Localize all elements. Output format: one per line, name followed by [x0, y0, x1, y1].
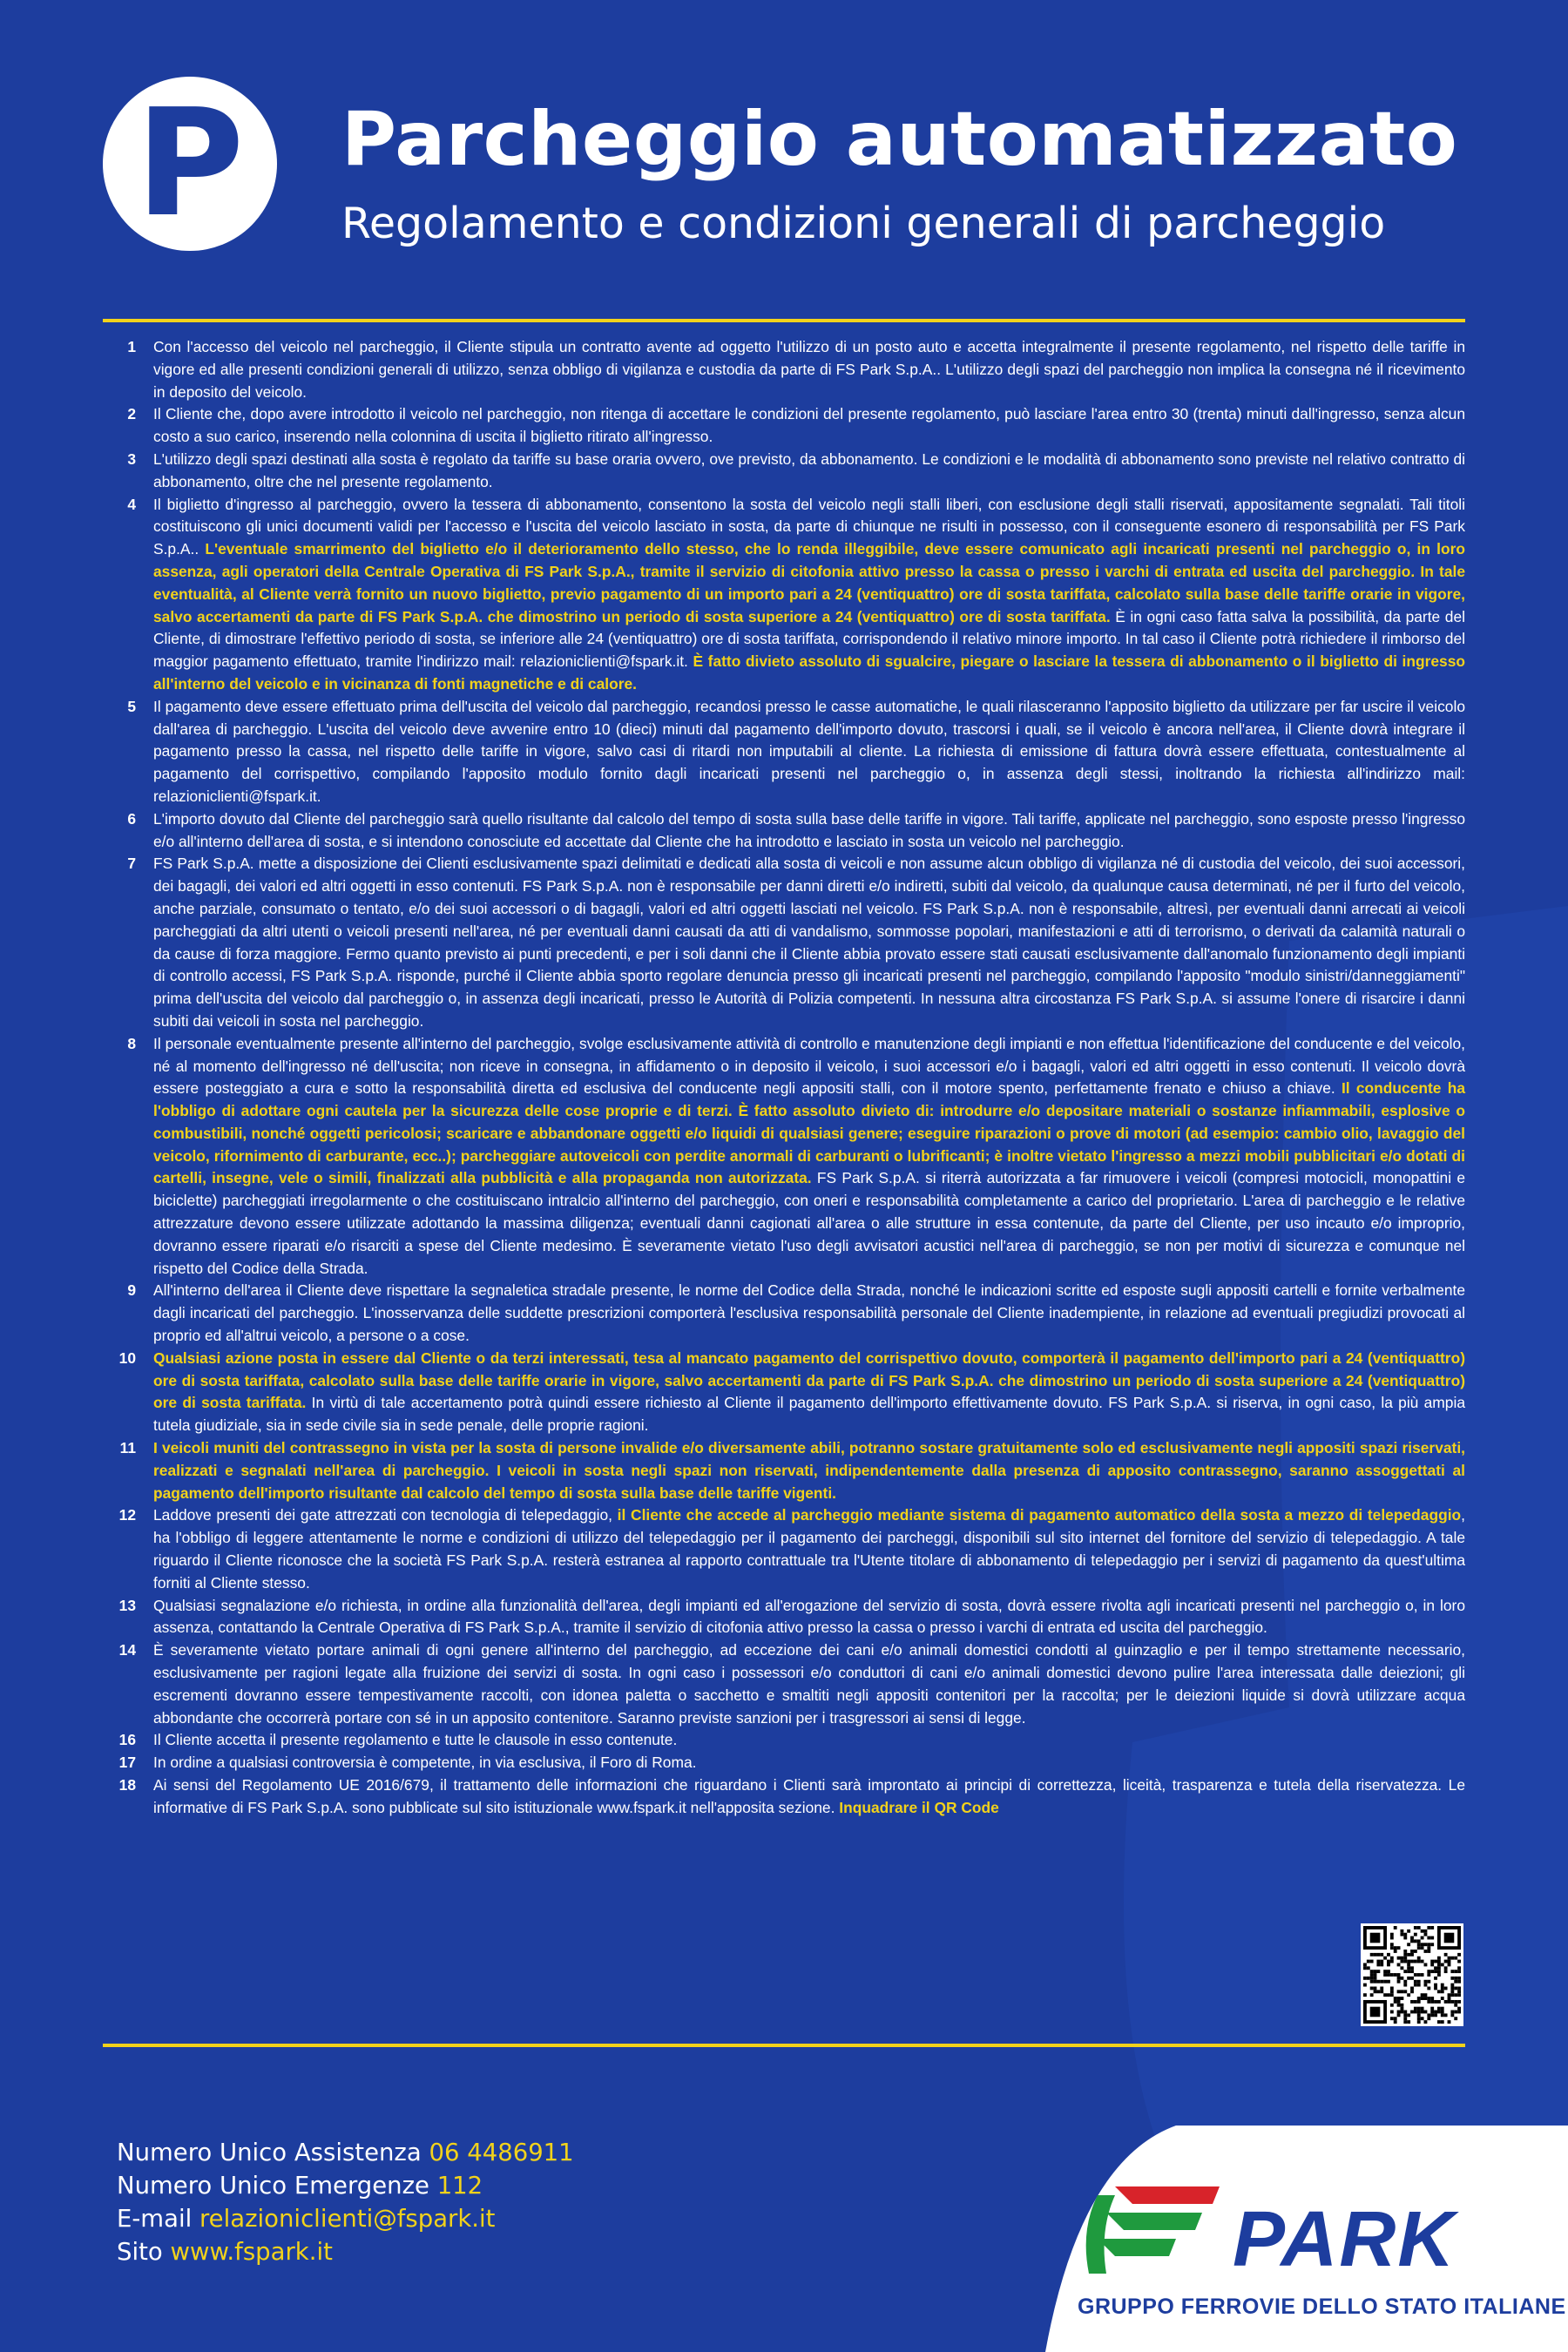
rule-segment: Il biglietto d'ingresso al parcheggio, ovvero la tessera di abbonamento, consentono la sosta del veicolo negli stalli liberi, con esclusione degli stalli riservati, appositamente segnalati. Tali titoli costituiscono gli unici documenti validi per l'accesso e l'uscita del veicolo lasciato in sosta, da parte di chiunque ne risulti in possesso, con il conseguente esonero di responsabilità per FS Park S.p.A..: [153, 495, 1465, 558]
rule-text: [153, 336, 1465, 403]
rule-item: [103, 1033, 1465, 1281]
rule-number: 7: [127, 855, 136, 873]
rule-text: [153, 494, 1465, 696]
rule-number: 18: [118, 1776, 136, 1794]
rule-item: [103, 1504, 1465, 1594]
rule-item: [103, 853, 1465, 1032]
emergenze-phone[interactable]: 112: [436, 2172, 483, 2200]
contact-assistenza: [117, 2136, 574, 2169]
rule-text: [153, 1729, 1465, 1752]
rule-segment: L'utilizzo degli spazi destinati alla sosta è regolato da tariffe su base oraria ovvero, ove previsto, da abbonamento. Le condizioni e le modalità di abbonamento sono previste nel relativo contratto di abbonamento, oltre che nel presente regolamento.: [153, 449, 1465, 490]
rule-item: [103, 1752, 1465, 1774]
rule-highlight: I veicoli muniti del contrassegno in vista per la sosta di persone invalide e/o diversamente abili, potranno sostare gratuitamente solo ed esclusivamente negli appositi spazi riservati, realizzati e segnalati nell'area di parcheggio. I veicoli in sosta negli spazi non riservati, indipendentemente dalla presenza di apposito contrassegno, saranno assoggettati al pagamento dell'importo risultante dal calcolo del tempo di sosta sulla base delle tariffe vigenti.: [153, 1439, 1465, 1502]
rule-item: [103, 449, 1465, 494]
rule-segment: Il personale eventualmente presente all'interno del parcheggio, svolge esclusivamente attività di controllo e manutenzione degli impianti e non effettua l'identificazione del conducente e del veicolo, né al momento dell'ingresso né dell'uscita; non riceve in consegna, in affidamento o in deposito il veicolo, i suoi accessori e/o i bagagli, valori ed altri oggetti in esso contenuti. Il veicolo dovrà essere posteggiato a cura e sotto la responsabilità diretta ed esclusiva del conducente negli appositi stalli, con il motore spento, perfettamente frenato e chiuso a chiave.: [153, 1034, 1465, 1098]
rule-segment: FS Park S.p.A. si riterrà autorizzata a far rimuovere i veicoli (compresi motocicli, monopattini e biciclette) parcheggiati irregolarmente o che costituiscano intralcio all'interno del parcheggio, con oneri e responsabilità completamente a carico del proprietario. L'area di parcheggio e le relative attrezzature devono essere utilizzate adottando la massima diligenza; eventuali danni cagionati all'area o alle strutture in essa contenute, da parte del Cliente, per uso incauto e/o improprio, dovranno essere riparati e/o risarciti a spese del Cliente medesimo. È severamente vietato l'uso degli avvisatori acustici nell'area di parcheggio, se non per motivi di sicurezza e comunque nel rispetto del Codice della Strada.: [153, 1169, 1465, 1277]
rule-segment: Il Cliente accetta il presente regolamento e tutte le clausole in esso contenute.: [153, 1731, 678, 1749]
rule-number: 6: [127, 809, 136, 828]
rule-segment: , ha l'obbligo di leggere attentamente le norme e condizioni di utilizzo del telepedaggio per il pagamento dei parcheggi, disponibili sul sito internet del fornitore del servizio di telepedaggio. A tale riguardo il Cliente riconosce che la società FS Park S.p.A. resterà estranea al rapporto contrattuale tra l'Utente titolare di abbonamento di telepedaggio per i servizi di pagamento da quest'ultima forniti al Cliente stesso.: [153, 1506, 1465, 1592]
page-title: Parcheggio automatizzato: [341, 96, 1458, 183]
rule-item: [103, 696, 1465, 808]
assistenza-label: Numero Unico Assistenza: [117, 2139, 422, 2166]
rule-text: [153, 696, 1465, 808]
rule-number: 10: [118, 1348, 136, 1367]
rule-highlight: Il conducente ha l'obbligo di adottare ogni cautela per la sicurezza delle cose proprie e di terzi. È fatto assoluto divieto di: introdurre e/o depositare materiali o sostanze infiammabili, esplosive o combustibili, nonché oggetti pericolosi; scaricare e abbandonare oggetti e/o liquidi di qualsiasi genere; eseguire riparazioni o prove di motori (ad esempio: cambio olio, lavaggio del veicolo, rifornimento di carburante, ecc..); parcheggiare autoveicoli con perdite anormali di carburanti o lubrificanti; è inoltre vietato l'ingresso a mezzi mobili pubblicitari e/o dotati di cartelli, insegne, vele o simili, finalizzati alla pubblicità e alla propaganda non autorizzata.: [153, 1079, 1465, 1187]
rule-item: [103, 403, 1465, 449]
rule-number: 12: [118, 1506, 136, 1524]
email-link[interactable]: relazioniclienti@fspark.it: [199, 2205, 496, 2233]
page-subtitle: Regolamento e condizioni generali di parcheggio: [341, 199, 1386, 248]
rule-number: 17: [118, 1754, 136, 1772]
rule-highlight: Inquadrare il QR Code: [839, 1798, 999, 1816]
rules-list: [103, 336, 1465, 1820]
rule-item: [103, 1639, 1465, 1729]
rule-text: [153, 1348, 1465, 1437]
rule-text: [153, 1752, 1465, 1774]
rule-item: [103, 1729, 1465, 1752]
rule-number: 1: [127, 338, 136, 355]
rule-segment: È in ogni caso fatta salva la possibilità, da parte del Cliente, di dimostrare l'effettivo periodo di sosta, se inferiore alle 24 (ventiquattro) ore di sosta tariffata, corrispondendo il relativo minore importo. In tal caso il Cliente potrà richiedere il rimborso del maggior pagamento effettuato, tramite l'indirizzo mail: relazioniclienti@fspark.it.: [153, 607, 1465, 671]
rule-segment: Ai sensi del Regolamento UE 2016/679, il trattamento delle informazioni che riguardano i Clienti sarà improntato ai principi di correttezza, liceità, trasparenza e tutela della riservatezza. Le informative di FS Park S.p.A. sono pubblicate sul sito istituzionale www.fspark.it nell'apposita sezione.: [153, 1776, 1465, 1816]
rule-number: 11: [119, 1439, 136, 1457]
rule-item: [103, 1280, 1465, 1347]
email-label: E-mail: [117, 2205, 193, 2233]
rule-highlight: L'eventuale smarrimento del biglietto e/o il deterioramento dello stesso, che lo renda illeggibile, deve essere comunicato agli incaricati presenti nel parcheggio o, in loro assenza, agli operatori della Centrale Operativa di FS Park S.p.A., tramite il servizio di citofonia attivo presso la cassa o presso i varchi di entrata ed uscita del parcheggio. In tale eventualità, al Cliente verrà fornito un nuovo biglietto, previo pagamento di un importo pari a 24 (ventiquattro) ore di sosta tariffata, calcolato sulla base delle tariffe orarie in vigore, salvo accertamenti da parte di FS Park S.p.A. che dimostrino un periodo di sosta superiore a 24 (ventiquattro) ore di sosta tariffata.: [153, 540, 1466, 625]
rule-segment: Il pagamento deve essere effettuato prima dell'uscita del veicolo dal parcheggio, recandosi presso le casse automatiche, le quali rilasceranno l'apposito biglietto da utilizzare per far uscire il veicolo dall'area di parcheggio. L'uscita del veicolo deve avvenire entro 10 (dieci) minuti dal pagamento dell'importo dovuto, trascorsi i quali, se il veicolo è ancora nell'area, il Cliente dovrà integrare il pagamento presso la cassa, nel rispetto delle tariffe in vigore, salvo casi di ritardi non imputabili al cliente. La richiesta di emissione di fattura dovrà essere effettuata, contestualmente al pagamento del corrispettivo, compilando l'apposito modulo fornito dagli incaricati presenti nel parcheggio o, in assenza degli stessi, inoltrando la richiesta all'indirizzo mail: relazioniclienti@fspark.it.: [153, 697, 1465, 805]
rule-segment: All'interno dell'area il Cliente deve rispettare la segnaletica stradale presente, le norme del Codice della Strada, nonché le indicazioni scritte ed esposte sugli appositi cartelli e fornite verbalmente dagli incaricati del parcheggio. L'inosservanza delle suddette prescrizioni comporterà l'esclusiva responsabilità personale del Cliente inadempiente, in relazione ad eventuali pregiudizi provocati al proprio ed all'altrui veicolo, a persone o a cose.: [153, 1281, 1465, 1345]
rule-number: 16: [118, 1731, 136, 1749]
rule-item: [103, 1774, 1465, 1820]
rule-text: [153, 1774, 1465, 1820]
rule-segment: Il Cliente che, dopo avere introdotto il veicolo nel parcheggio, non ritenga di accettare le condizioni del presente regolamento, può lasciare l'area entro 30 (trenta) minuti dall'ingresso, senza alcun costo a suo carico, inserendo nella colonnina di uscita il biglietto ritirato all'ingresso.: [153, 405, 1465, 446]
rule-text: [153, 853, 1465, 1032]
rule-item: [103, 1437, 1465, 1504]
park-brand: PARK: [1233, 2196, 1456, 2283]
rule-segment: Con l'accesso del veicolo nel parcheggio, il Cliente stipula un contratto avente ad oggetto l'utilizzo di un posto auto e accetta integralmente il presente regolamento, nel rispetto delle tariffe in vigore ed alle presenti condizioni generali di utilizzo, senza obbligo di vigilanza e custodia da parte di FS Park S.p.A.. L'utilizzo degli spazi del parcheggio non implica la consegna né il ricevimento in deposito del veicolo.: [153, 338, 1465, 401]
fs-logo-icon: [1080, 2178, 1228, 2282]
rule-number: 4: [127, 495, 136, 513]
rule-number: 3: [127, 449, 136, 468]
rule-text: [153, 403, 1465, 449]
rule-segment: In virtù di tale accertamento potrà quindi essere richiesto al Cliente il pagamento dell'importo effettivamente dovuto. FS Park S.p.A. si riserva, in ogni caso, la più ampia tutela giudiziale, sia in sede civile sia in sede penale, delle proprie ragioni.: [153, 1394, 1465, 1435]
rule-text: [153, 808, 1465, 854]
contact-emergenze: [117, 2169, 574, 2202]
rule-number: 9: [127, 1281, 136, 1300]
contact-email: [117, 2202, 574, 2235]
rule-item: [103, 494, 1465, 696]
rule-number: 8: [127, 1034, 136, 1052]
rule-number: 14: [118, 1641, 136, 1659]
rule-number: 13: [118, 1596, 136, 1614]
rule-text: [153, 1437, 1465, 1504]
rule-text: [153, 1595, 1465, 1640]
rule-number: 2: [127, 405, 136, 423]
rule-segment: Laddove presenti dei gate attrezzati con tecnologia di telepedaggio,: [153, 1506, 618, 1524]
website-link[interactable]: www.fspark.it: [170, 2238, 333, 2266]
assistenza-phone[interactable]: 06 4486911: [429, 2139, 574, 2166]
parking-logo: P: [103, 77, 277, 251]
bottom-divider: [103, 2044, 1465, 2047]
qr-code-icon[interactable]: [1361, 1923, 1463, 2026]
group-tagline: GRUPPO FERROVIE DELLO STATO ITALIANE: [1078, 2295, 1566, 2319]
rule-text: [153, 1280, 1465, 1347]
rule-segment: FS Park S.p.A. mette a disposizione dei Clienti esclusivamente spazi delimitati e dedicati alla sosta di veicoli e non assume alcun obbligo di vigilanza né di custodia del veicolo, dei suoi accessori, dei bagagli, dei valori ed altri oggetti in esso contenuti. FS Park S.p.A. non è responsabile per danni diretti e/o indiretti, subiti dal veicolo, da qualunque causa determinati, né per il furto del veicolo, anche parziale, consumato o tentato, e/o dei suoi accessori o di bagagli, valori ed altri oggetti lasciati nel veicolo. FS Park S.p.A. non è responsabile, altresì, per eventuali danni arrecati ai veicoli parcheggiati da altri utenti o veicoli presenti nell'area, né per eventuali danni causati da atti di vandalismo, sommosse popolari, manifestazioni e atti di terrorismo, o derivati da calamità naturali o da cause di forza maggiore. Fermo quanto previsto ai punti precedenti, e per i soli danni che il Cliente abbia provato essere stati causati esclusivamente dall'anomalo funzionamento degli impianti di controllo accessi, FS Park S.p.A. risponde, purché il Cliente abbia sporto regolare denuncia presso gli incaricati presenti nel parcheggio, compilando l'apposito "modulo sinistri/danneggiamenti" prima dell'uscita del veicolo dal parcheggio o, in assenza degli incaricati, presso le Autorità di Polizia competenti. In nessuna altra circostanza FS Park S.p.A. si assume l'onere di risarcire i danni subiti dai veicoli in sosta nel parcheggio.: [153, 855, 1465, 1030]
top-divider: [103, 319, 1465, 322]
rule-highlight: Qualsiasi azione posta in essere dal Cliente o da terzi interessati, tesa al mancato pagamento del corrispettivo dovuto, comporterà il pagamento dell'importo pari a 24 (ventiquattro) ore di sosta tariffata, calcolato sulla base delle tariffe orarie in vigore, salvo accertamenti da parte di FS Park S.p.A. che dimostrino un periodo di sosta superiore a 24 (ventiquattro) ore di sosta tariffata.: [153, 1348, 1465, 1412]
rule-text: [153, 1639, 1465, 1729]
contact-sito: [117, 2235, 574, 2268]
rule-item: [103, 1348, 1465, 1437]
rule-item: [103, 1595, 1465, 1640]
rule-text: [153, 1033, 1465, 1281]
rule-segment: È severamente vietato portare animali di ogni genere all'interno del parcheggio, ad eccezione dei cani e/o animali domestici condotti al guinzaglio e per il tempo strettamente necessario, esclusivamente per ragioni legate alla fruizione dei servizi di sosta. In ogni caso i possessori e/o conduttori di cani e/o animali domestici devono pulire l'area interessata dalle deiezioni; gli escrementi dovranno essere tempestivamente raccolti, con idonea paletta o sacchetto e smaltiti negli appositi contenitori per la raccolta; per le deiezioni liquide si dovrà utilizzare acqua abbondante che occorrerà portare con sé in un apposito contenitore. Saranno previste sanzioni per i trasgressori ai sensi di legge.: [153, 1641, 1465, 1727]
rule-highlight: il Cliente che accede al parcheggio mediante sistema di pagamento automatico della sosta a mezzo di telepedaggio: [617, 1506, 1462, 1524]
rule-segment: In ordine a qualsiasi controversia è competente, in via esclusiva, il Foro di Roma.: [153, 1754, 697, 1772]
rule-highlight: È fatto divieto assoluto di sgualcire, piegare o lasciare la tessera di abbonamento o il biglietto di ingresso all'interno del veicolo e in vicinanza di fonti magnetiche e di calore.: [153, 652, 1465, 693]
rule-text: [153, 449, 1465, 494]
rule-item: [103, 808, 1465, 854]
rule-item: [103, 336, 1465, 403]
rule-text: [153, 1504, 1465, 1594]
sito-label: Sito: [117, 2238, 163, 2266]
rule-segment: L'importo dovuto dal Cliente del parcheggio sarà quello risultante dal calcolo del tempo di sosta sulla base delle tariffe in vigore. Tali tariffe, applicate nel parcheggio, sono esposte presso l'ingresso e/o all'interno dell'area di sosta, e si intendono conosciute ed accettate dal Cliente che ha introdotto e lasciato in sosta un veicolo nel parcheggio.: [153, 809, 1465, 850]
emergenze-label: Numero Unico Emergenze: [117, 2172, 429, 2200]
rule-segment: Qualsiasi segnalazione e/o richiesta, in ordine alla funzionalità dell'area, degli impianti ed all'erogazione del servizio di sosta, dovrà essere rivolta agli incaricati presenti nel parcheggio o, in loro assenza, contattando la Centrale Operativa di FS Park S.p.A., tramite il servizio di citofonia attivo presso la cassa o presso i varchi di entrata ed uscita del parcheggio.: [153, 1596, 1465, 1637]
contacts: [117, 2136, 574, 2268]
rule-number: 5: [127, 697, 136, 715]
